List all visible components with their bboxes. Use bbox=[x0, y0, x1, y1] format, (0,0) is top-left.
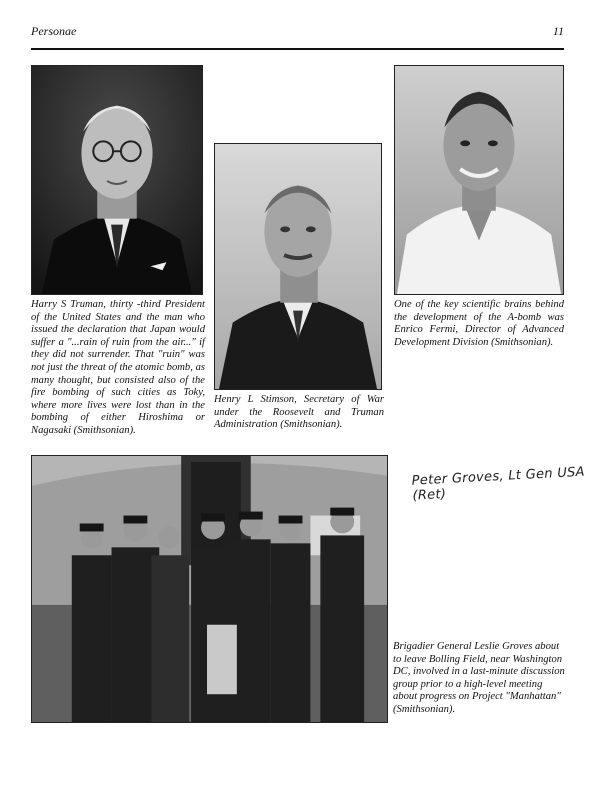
groves-caption: Brigadier General Leslie Groves about to leave Bolling Field, near Washington DC, involved in a last-minute discussion group prior to a high-level meeting about progress on Project "Manhattan" (Smithsonian). bbox=[393, 641, 565, 715]
stimson-portrait-photo bbox=[214, 143, 382, 390]
page-number: 11 bbox=[552, 24, 564, 38]
fermi-caption: One of the key scientific brains behind the development of the A-bomb was Enrico Fermi, Director of Advanced Development Division (Smithsonian). bbox=[394, 299, 564, 348]
header-rule bbox=[31, 48, 564, 50]
truman-caption: Harry S Truman, thirty -third President of the United States and the man who issued the declaration that Japan would suffer a "...rain of ruin from the air..." if they did not surrender. That "ruin" was not just the threat of the atomic bomb, as many thought, but consisted also of the fire bombing of such cities as Toky, where more lives were lost than in the bombing of either Hiroshima or Nagasaki (Smithsonian). bbox=[31, 299, 205, 436]
truman-portrait-photo bbox=[31, 65, 203, 295]
handwritten-signature: Peter Groves, Lt Gen USA (Ret) bbox=[411, 464, 586, 504]
stimson-caption: Henry L Stimson, Secretary of War under the Roosevelt and Truman Administration (Smithsonian). bbox=[214, 394, 384, 431]
groves-group-photo bbox=[31, 455, 388, 723]
fermi-portrait-photo bbox=[394, 65, 564, 295]
running-header-section: Personae bbox=[31, 24, 77, 38]
